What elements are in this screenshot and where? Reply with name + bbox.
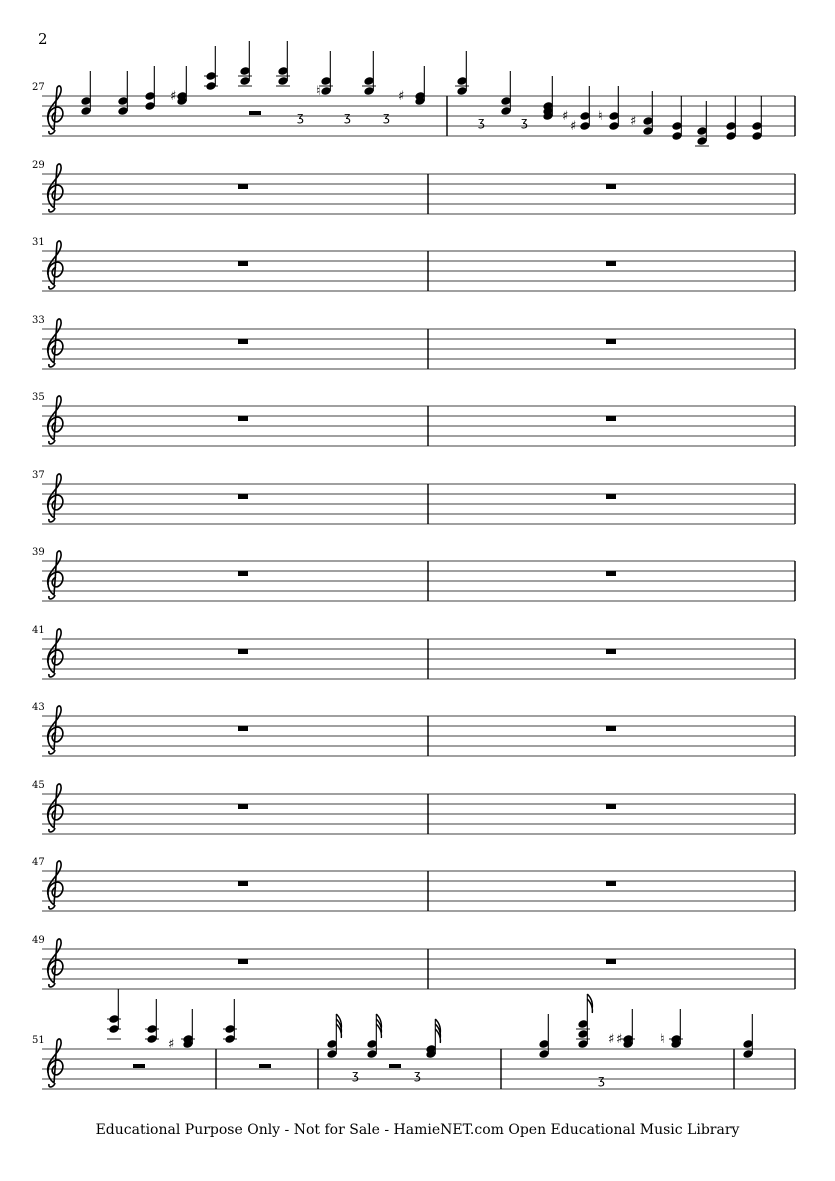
whole-rest-icon — [238, 184, 248, 189]
whole-rest-icon — [606, 571, 616, 576]
measure-number: 31 — [32, 237, 45, 248]
treble-clef-icon — [48, 86, 63, 134]
system-39 — [32, 547, 795, 601]
sharp-icon: ♯ — [570, 119, 577, 134]
sixteenth-rest-icon: ʒ — [414, 1068, 421, 1082]
measure-number: 41 — [32, 625, 45, 636]
sixteenth-rest-icon: ʒ — [297, 110, 304, 124]
measure-number: 43 — [32, 702, 45, 713]
sharp-icon: ♯ — [170, 89, 177, 104]
system-41 — [32, 625, 795, 679]
whole-rest-icon — [238, 959, 248, 964]
whole-rest-icon — [238, 726, 248, 731]
natural-icon: ♮ — [598, 109, 603, 124]
page-number: 2 — [38, 30, 48, 48]
sixteenth-rest-icon: ʒ — [521, 115, 528, 129]
whole-rest-icon — [238, 804, 248, 809]
whole-rest-icon — [606, 804, 616, 809]
treble-clef-icon — [48, 629, 63, 677]
measure-number: 39 — [32, 547, 45, 558]
system-31 — [32, 237, 795, 291]
treble-clef-icon — [48, 784, 63, 832]
sharp-icon: ♯ — [562, 109, 569, 124]
whole-rest-icon — [606, 881, 616, 886]
half-rest-icon — [259, 1064, 271, 1068]
half-rest-icon — [133, 1064, 145, 1068]
system-27 — [32, 82, 795, 136]
whole-rest-icon — [606, 339, 616, 344]
measure-number: 45 — [32, 780, 45, 791]
measure-number: 37 — [32, 470, 45, 481]
treble-clef-icon — [48, 164, 63, 212]
whole-rest-icon — [606, 184, 616, 189]
system-47 — [32, 857, 795, 911]
treble-clef-icon — [48, 861, 63, 909]
system-43 — [32, 702, 795, 756]
treble-clef-icon — [48, 939, 63, 987]
measure-number: 49 — [32, 935, 45, 946]
system-49 — [32, 935, 795, 989]
whole-rest-icon — [238, 649, 248, 654]
whole-rest-icon — [238, 494, 248, 499]
treble-clef-icon — [48, 1039, 63, 1087]
whole-rest-icon — [606, 261, 616, 266]
system-29 — [32, 160, 795, 214]
whole-rest-icon — [238, 571, 248, 576]
measures-51-55-notes — [107, 989, 754, 1089]
sixteenth-rest-icon: ʒ — [478, 115, 485, 129]
half-rest-icon — [389, 1064, 401, 1068]
sixteenth-rest-icon: ʒ — [352, 1068, 359, 1082]
sharp-icon: ♯ — [398, 89, 405, 104]
sharp-icon: ♯ — [616, 1032, 623, 1047]
measure-number: 33 — [32, 315, 45, 326]
system-45 — [32, 780, 795, 834]
measure-number: 47 — [32, 857, 45, 868]
treble-clef-icon — [48, 551, 63, 599]
sixteenth-rest-icon: ʒ — [383, 110, 390, 124]
treble-clef-icon — [48, 319, 63, 367]
system-37 — [32, 470, 795, 524]
measure-number: 29 — [32, 160, 45, 171]
measures-27-28-notes — [80, 41, 762, 146]
sharp-icon: ♯ — [168, 1037, 175, 1052]
half-rest-icon — [249, 111, 261, 115]
whole-rest-icon — [606, 726, 616, 731]
sixteenth-rest-icon: ʒ — [344, 110, 351, 124]
whole-rest-icon — [238, 339, 248, 344]
measure-number: 35 — [32, 392, 45, 403]
treble-clef-icon — [48, 396, 63, 444]
sharp-icon: ♯ — [630, 114, 637, 129]
whole-rest-icon — [238, 881, 248, 886]
natural-icon: ♮ — [316, 84, 321, 99]
whole-rest-icon — [606, 416, 616, 421]
sharp-icon: ♯ — [608, 1032, 615, 1047]
sixteenth-rest-icon: ʒ — [598, 1073, 605, 1087]
treble-clef-icon — [48, 241, 63, 289]
system-33 — [32, 315, 795, 369]
whole-rest-icon — [238, 261, 248, 266]
measure-number: 27 — [32, 82, 45, 93]
whole-rest-icon — [606, 959, 616, 964]
whole-rest-icon — [606, 649, 616, 654]
whole-rest-icon — [606, 494, 616, 499]
footer-text: Educational Purpose Only - Not for Sale - HamieNET.com Open Educational Music Library — [95, 1122, 740, 1138]
treble-clef-icon — [48, 474, 63, 522]
whole-rest-icon — [238, 416, 248, 421]
measure-number: 51 — [32, 1035, 45, 1046]
treble-clef-icon — [48, 706, 63, 754]
natural-icon: ♮ — [660, 1032, 665, 1047]
system-35 — [32, 392, 795, 446]
